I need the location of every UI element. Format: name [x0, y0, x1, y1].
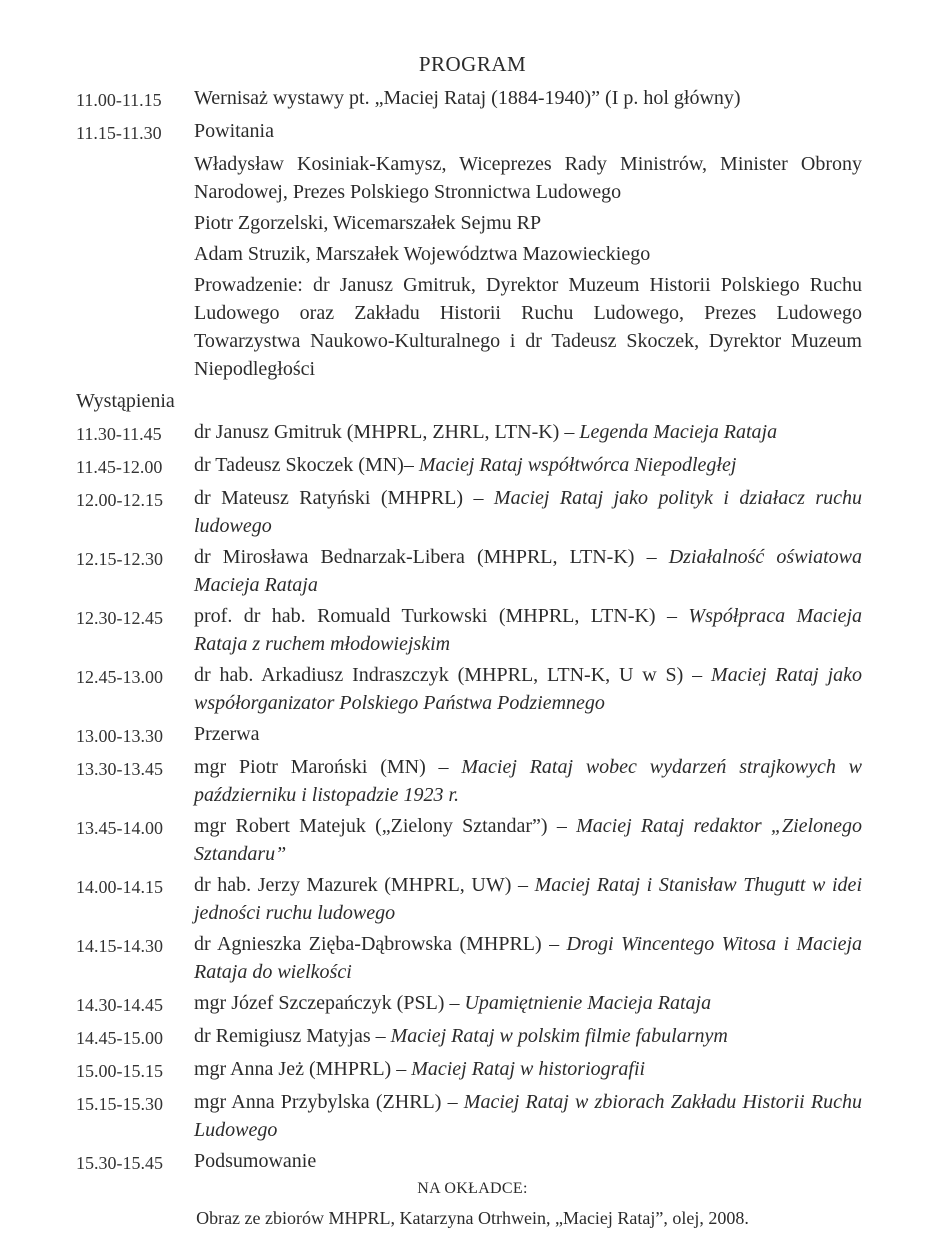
time-slot: 14.30-14.45 — [76, 995, 163, 1015]
time-slot: 12.15-12.30 — [76, 549, 163, 569]
program-entry — [194, 720, 862, 748]
talk-title: Drogi Wincentego Witosa i Macieja Rataja do wielkości — [194, 933, 862, 983]
program-row — [76, 989, 862, 1019]
program-entry: Powitania — [194, 120, 274, 142]
time-slot: 15.00-15.15 — [76, 1061, 163, 1081]
time-slot: 14.00-14.15 — [76, 877, 163, 897]
program-entry — [194, 451, 862, 479]
program-entry — [194, 484, 862, 540]
talk-title: Maciej Rataj redaktor „Zielonego Sztandaru” — [194, 815, 862, 865]
time-slot: 13.00-13.30 — [76, 726, 163, 746]
program-entry — [194, 418, 862, 446]
time-slot: 12.00-12.15 — [76, 490, 163, 510]
program-row — [76, 720, 862, 750]
speaker: mgr Anna Przybylska (ZHRL) – — [194, 1091, 464, 1113]
program-entry — [194, 1055, 862, 1083]
program-row — [76, 812, 862, 868]
program-row — [76, 1088, 862, 1144]
speaker: dr Agnieszka Zięba-Dąbrowska (MHPRL) – — [194, 933, 567, 955]
time-slot: 11.00-11.15 — [76, 90, 162, 110]
speaker: dr Tadeusz Skoczek (MN)– — [194, 454, 419, 476]
speaker: dr Mirosława Bednarzak-Libera (MHPRL, LTN-K) – — [194, 546, 669, 568]
speaker: Przerwa — [194, 723, 260, 745]
speaker: mgr Robert Matejuk („Zielony Sztandar”) – — [194, 815, 577, 837]
talk-title: Maciej Rataj współtwórca Niepodległej — [418, 454, 737, 476]
program-row — [76, 753, 862, 809]
talk-title: Maciej Rataj wobec wydarzeń strajkowych w październiku i listopadzie 1923 r. — [194, 756, 862, 806]
time-slot: 12.45-13.00 — [76, 667, 163, 687]
program-list — [76, 84, 862, 1177]
program-row — [76, 84, 862, 114]
program-entry — [194, 871, 862, 927]
time-slot: 14.15-14.30 — [76, 936, 163, 956]
talk-title: Upamiętnienie Macieja Rataja — [464, 992, 712, 1014]
program-row — [76, 1055, 862, 1085]
program-row — [76, 1022, 862, 1052]
program-row — [76, 418, 862, 448]
speaker: mgr Piotr Maroński (MN) – — [194, 756, 462, 778]
speaker: dr Remigiusz Matyjas – — [194, 1025, 391, 1047]
speaker: Podsumowanie — [194, 1150, 317, 1172]
program-row — [76, 661, 862, 717]
program-row — [76, 1147, 862, 1177]
welcome-speaker: Adam Struzik, Marszałek Województwa Mazowieckiego — [194, 243, 651, 265]
time-slot: 13.45-14.00 — [76, 818, 163, 838]
talk-title: Współpraca Macieja Rataja z ruchem młodowiejskim — [194, 605, 862, 655]
program-entry — [194, 661, 862, 717]
program-row — [76, 484, 862, 540]
program-entry — [194, 989, 862, 1017]
talk-title: Działalność oświatowa Macieja Rataja — [194, 546, 862, 596]
speaker: dr hab. Arkadiusz Indraszczyk (MHPRL, LTN-K, U w S) – — [194, 664, 712, 686]
cover-label: NA OKŁADCE: — [417, 1180, 528, 1197]
cover-caption: Obraz ze zbiorów MHPRL, Katarzyna Otrhwein, „Maciej Rataj”, olej, 2008. — [196, 1208, 749, 1228]
program-entry — [194, 812, 862, 868]
speaker: dr hab. Jerzy Mazurek (MHPRL, UW) – — [194, 874, 535, 896]
talk-title: Legenda Macieja Rataja — [579, 421, 778, 443]
welcome-speaker: Piotr Zgorzelski, Wicemarszałek Sejmu RP — [194, 212, 542, 234]
program-entry — [194, 543, 862, 599]
welcome-speaker: Władysław Kosiniak-Kamysz, Wiceprezes Rady Ministrów, Minister Obrony Narodowej, Prezes Polskiego Stronnictwa Ludowego — [194, 153, 862, 203]
program-entry — [194, 1088, 862, 1144]
time-slot: 11.15-11.30 — [76, 123, 162, 143]
program-entry — [194, 1022, 862, 1050]
program-row — [76, 602, 862, 658]
page-title: PROGRAM — [418, 52, 527, 76]
program-row — [76, 451, 862, 481]
program-entry — [194, 602, 862, 658]
time-slot: 11.30-11.45 — [76, 424, 162, 444]
program-entry — [194, 1147, 862, 1175]
talks-list — [76, 418, 862, 1177]
talk-title: Maciej Rataj w historiografii — [411, 1058, 646, 1080]
time-slot: 12.30-12.45 — [76, 608, 163, 628]
speaker: mgr Józef Szczepańczyk (PSL) – — [194, 992, 465, 1014]
speaker: mgr Anna Jeż (MHPRL) – — [194, 1058, 412, 1080]
talk-title: Maciej Rataj jako współorganizator Polskiego Państwa Podziemnego — [194, 664, 863, 714]
time-slot: 13.30-13.45 — [76, 759, 163, 779]
talk-title: Maciej Rataj i Stanisław Thugutt w idei jedności ruchu ludowego — [194, 874, 862, 924]
talk-title: Maciej Rataj w polskim filmie fabularnym — [390, 1025, 728, 1047]
program-entry — [194, 753, 862, 809]
talk-title: Maciej Rataj w zbiorach Zakładu Historii Ruchu Ludowego — [194, 1091, 862, 1141]
program-row — [76, 871, 862, 927]
program-row — [76, 930, 862, 986]
program-entry — [194, 930, 862, 986]
time-slot: 11.45-12.00 — [76, 457, 163, 477]
section-heading: Wystąpienia — [76, 390, 175, 412]
program-entry: Wernisaż wystawy pt. „Maciej Rataj (1884-1940)” (I p. hol główny) — [194, 87, 741, 109]
speaker: prof. dr hab. Romuald Turkowski (MHPRL, LTN-K) – — [194, 605, 689, 627]
time-slot: 15.15-15.30 — [76, 1094, 163, 1114]
talk-title: Maciej Rataj jako polityk i działacz ruchu ludowego — [194, 487, 862, 537]
program-row — [76, 543, 862, 599]
time-slot: 15.30-15.45 — [76, 1153, 163, 1173]
time-slot: 14.45-15.00 — [76, 1028, 163, 1048]
speaker: dr Janusz Gmitruk (MHPRL, ZHRL, LTN-K) – — [194, 421, 580, 443]
program-row — [76, 117, 862, 147]
speaker: dr Mateusz Ratyński (MHPRL) – — [194, 487, 494, 509]
moderators: Prowadzenie: dr Janusz Gmitruk, Dyrektor Muzeum Historii Polskiego Ruchu Ludowego oraz Zakładu Historii Ruchu Ludowego, Prezes Ludowego Towarzystwa Naukowo-Kulturalnego i dr Tadeusz Skoczek, Dyrektor Muzeum Niepodległości — [194, 274, 862, 380]
